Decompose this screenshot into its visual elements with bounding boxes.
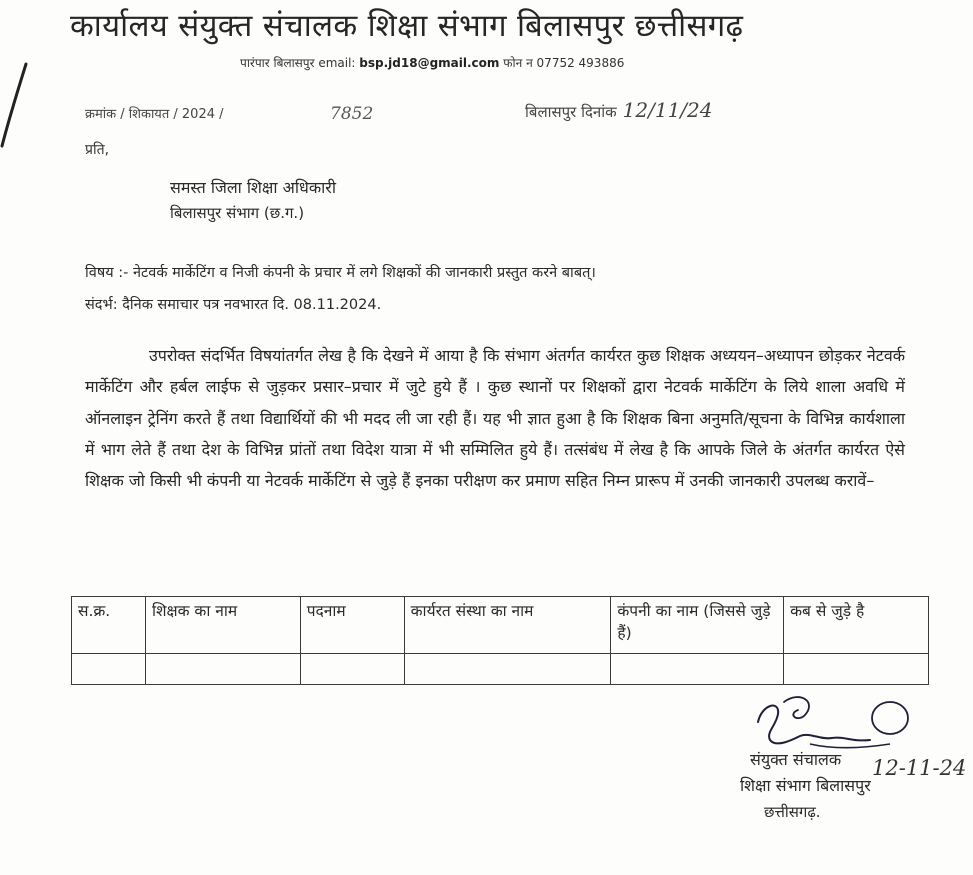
- letter-date: [525, 98, 712, 122]
- reference-line: संदर्भ: दैनिक समाचार पत्र नवभारत दि. 08.11.2024.: [85, 297, 382, 313]
- col-designation-header: पदनाम: [300, 597, 404, 654]
- table-cell: [611, 654, 784, 685]
- table-cell: [784, 654, 929, 685]
- office-header-title: कार्यालय संयुक्त संचालक शिक्षा संभाग बिलासपुर छत्तीसगढ़: [70, 8, 744, 44]
- subject-line: विषय :- नेटवर्क मार्केटिंग व निजी कंपनी के प्रचार में लगे शिक्षकों की जानकारी प्रस्तुत करने बाबत्।: [85, 265, 596, 281]
- contact-line: [240, 54, 624, 71]
- information-format-table: [71, 596, 929, 685]
- col-teacher-name-header: शिक्षक का नाम: [145, 597, 300, 654]
- reference-number-label: क्रमांक / शिकायत / 2024 /: [85, 107, 224, 122]
- pen-stroke-mark: [0, 60, 30, 150]
- addressee-line-2: बिलासपुर संभाग (छ.ग.): [170, 204, 305, 222]
- signatory-department: शिक्षा संभाग बिलासपुर: [740, 776, 871, 795]
- signatory-title: संयुक्त संचालक: [750, 750, 842, 769]
- table-cell: [404, 654, 611, 685]
- salutation: प्रति,: [85, 142, 110, 158]
- col-serial-header: स.क्र.: [72, 597, 146, 654]
- col-company-header: कंपनी का नाम (जिससे जुड़े हैं): [611, 597, 784, 654]
- signature-date: 12-11-24: [872, 756, 967, 780]
- table-cell: [300, 654, 404, 685]
- phone-number: फोन न 07752 493886: [499, 56, 625, 70]
- body-paragraph: उपरोक्त संदर्भित विषयांतर्गत लेख है कि देखने में आया है कि संभाग अंतर्गत कार्यरत कुछ शिक्षक अध्ययन–अध्यापन छोड़कर नेटवर्क मार्केटिंग और हर्बल लाईफ से जुड़कर प्रसार–प्रचार में जुटे हुये हैं । कुछ स्थानों पर शिक्षकों द्वारा नेटवर्क मार्केटिंग के लिये शाला अवधि में ऑनलाइन ट्रेनिंग करते हैं तथा विद्यार्थियों की भी मदद ली जा रही हैं। यह भी ज्ञात हुआ है कि शिक्षक बिना अनुमति/सूचना के विभिन्न कार्यशाला में भाग लेते हैं तथा देश के विभिन्न प्रांतों तथा विदेश यात्रा में भी सम्मिलित हुये हैं। तत्संबंध में लेख है कि आपके जिले के अंतर्गत कार्यरत ऐसे शिक्षक जो किसी भी कंपनी या नेटवर्क मार्केटिंग से जुड़े हैं इनका परीक्षण कर प्रमाण सहित निम्न प्रारूप में उनकी जानकारी उपलब्ध करावें–: [85, 346, 905, 491]
- contact-prefix: पारंपार बिलासपुर email:: [240, 56, 360, 70]
- reference-number-handwritten: 7852: [330, 104, 374, 124]
- col-institution-header: कार्यरत संस्था का नाम: [404, 597, 611, 654]
- signatory-state: छत्तीसगढ़.: [764, 803, 821, 821]
- addressee-line-1: समस्त जिला शिक्षा अधिकारी: [170, 178, 336, 197]
- table-cell: [72, 654, 146, 685]
- table-header-row: [72, 597, 929, 654]
- table-cell: [145, 654, 300, 685]
- table-row: [72, 654, 929, 685]
- date-label: बिलासपुर दिनांक: [525, 103, 617, 121]
- signature-block: [720, 690, 970, 850]
- date-handwritten: 12/11/24: [622, 98, 713, 122]
- handwritten-signature: [740, 692, 910, 756]
- col-since-when-header: कब से जुड़े है: [784, 597, 929, 654]
- email-address: bsp.jd18@gmail.com: [359, 56, 500, 70]
